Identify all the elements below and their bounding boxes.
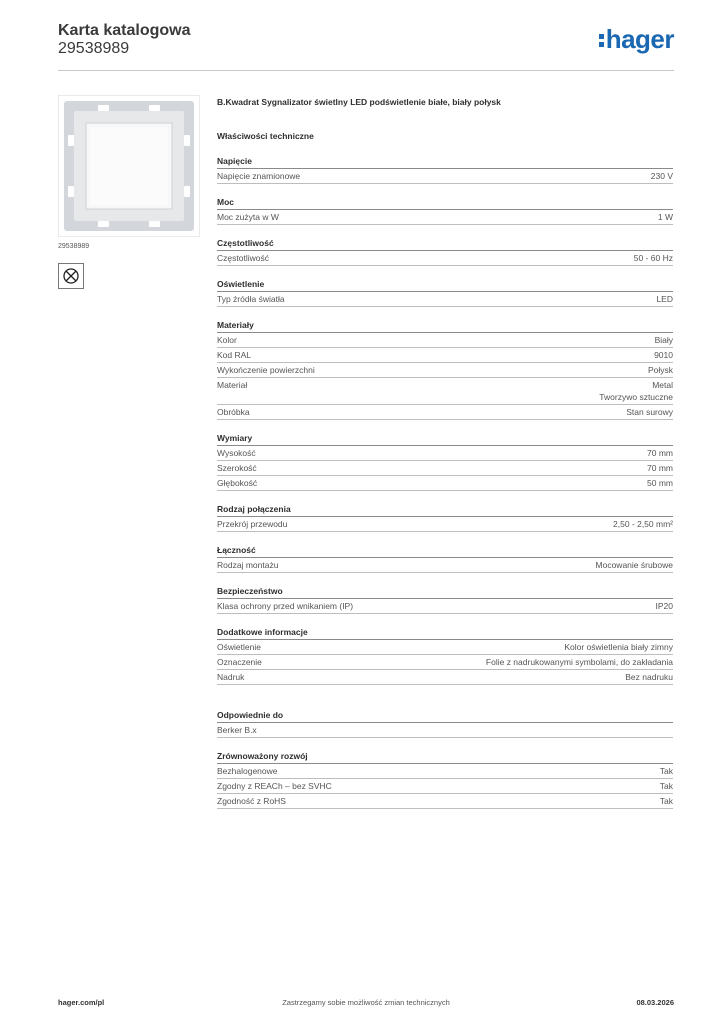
spec-value [596, 559, 673, 571]
spec-group [217, 196, 673, 225]
spec-value [656, 293, 673, 305]
spec-value-line: Tak [659, 781, 673, 791]
spec-row [217, 405, 673, 420]
page-footer [58, 998, 674, 1010]
spec-group-title: Moc [217, 196, 673, 210]
logo-dots-icon [599, 34, 604, 47]
spec-value-line: Bez nadruku [625, 672, 673, 682]
spec-group [217, 278, 673, 307]
spec-group [217, 155, 673, 184]
spec-value [564, 641, 673, 653]
spec-label: Wykończenie powierzchni [217, 365, 315, 375]
footer-note: Zastrzegamy sobie możliwość zmian technicznych [282, 998, 450, 1007]
spec-value [625, 671, 673, 683]
spec-label: Rodzaj montażu [217, 560, 279, 570]
spec-row [217, 333, 673, 348]
spec-row [217, 292, 673, 307]
spec-row [217, 640, 673, 655]
spec-group-title: Odpowiednie do [217, 709, 673, 723]
spec-group [217, 319, 673, 420]
spec-row [217, 363, 673, 378]
spec-value [656, 600, 674, 612]
page-header [58, 20, 674, 71]
spec-value [634, 252, 673, 264]
spec-value [660, 795, 673, 807]
spec-value-line: Stan surowy [626, 407, 673, 417]
logo-text: hager [605, 24, 674, 54]
spec-label: Zgodność z RoHS [217, 796, 286, 806]
spec-value-line: 50 - 60 Hz [633, 253, 673, 263]
spec-row [217, 517, 673, 532]
image-caption: 29538989 [58, 243, 90, 250]
spec-groups [217, 155, 673, 809]
spec-label: Nadruk [217, 672, 245, 682]
spec-label: Przekrój przewodu [217, 519, 288, 529]
spec-label: Częstotliwość [217, 253, 269, 263]
spec-row [217, 779, 673, 794]
spec-label: Zgodny z REACh – bez SVHC [217, 781, 332, 791]
spec-label: Obróbka [217, 407, 250, 417]
spec-value [660, 780, 673, 792]
spec-value-line: LED [656, 294, 673, 304]
spec-group [217, 626, 673, 685]
spec-label: Oświetlenie [217, 642, 261, 652]
spec-row [217, 794, 673, 809]
spec-group-title: Napięcie [217, 155, 673, 169]
spec-label: Moc zużyta w W [217, 212, 279, 222]
spec-value-line: 70 mm [647, 448, 673, 458]
spec-group [217, 432, 673, 491]
spec-value-line: Folie z nadrukowanymi symbolami, do zakładania [485, 657, 673, 667]
hager-logo [599, 26, 674, 52]
spec-value [599, 379, 673, 403]
spec-value-line: Biały [654, 335, 673, 345]
spec-row [217, 558, 673, 573]
spec-value-line: Tak [659, 796, 673, 806]
spec-value [647, 477, 673, 489]
spec-row [217, 169, 673, 184]
specification-content [217, 95, 673, 809]
spec-group [217, 585, 673, 614]
spec-value [647, 447, 673, 459]
spec-row [217, 723, 673, 738]
document-number: 29538989 [58, 40, 130, 57]
spec-row [217, 446, 673, 461]
spec-value-line: 1 W [657, 212, 673, 222]
spec-label: Berker B.x [217, 725, 257, 735]
spec-label: Wysokość [217, 448, 256, 458]
spec-row [217, 476, 673, 491]
spec-row [217, 655, 673, 670]
spec-value-line: 230 V [650, 171, 673, 181]
spec-value [648, 364, 673, 376]
spec-group-title: Łączność [217, 544, 673, 558]
spec-group [217, 750, 673, 809]
spec-value-line: 9010 [654, 350, 673, 360]
spec-label: Klasa ochrony przed wnikaniem (IP) [217, 601, 354, 611]
spec-row [217, 378, 673, 405]
spec-row [217, 599, 673, 614]
spec-value-line: Tworzywo sztuczne [599, 392, 673, 402]
spec-group-title: Bezpieczeństwo [217, 585, 673, 599]
spec-row [217, 461, 673, 476]
product-title: B.Kwadrat Sygnalizator świetlny LED podświetlenie białe, biały połysk [217, 97, 501, 107]
spec-group-title: Oświetlenie [217, 278, 673, 292]
spec-row [217, 210, 673, 225]
spec-value-line: IP20 [655, 601, 673, 611]
spec-value-line: Tak [659, 766, 673, 776]
section-title: Właściwości techniczne [217, 131, 314, 141]
spec-label: Bezhalogenowe [217, 766, 278, 776]
spec-group [217, 544, 673, 573]
spec-group-title: Zrównoważony rozwój [217, 750, 673, 764]
document-title: Karta katalogowa [58, 22, 191, 39]
spec-group [217, 503, 673, 532]
spec-value [660, 765, 673, 777]
product-image [58, 95, 200, 237]
spec-label: Kolor [217, 335, 237, 345]
spec-value [486, 656, 673, 668]
spec-group-title: Dodatkowe informacje [217, 626, 673, 640]
spec-label: Głębokość [217, 478, 258, 488]
spec-value-line: Kolor oświetlenia biały zimny [564, 642, 673, 652]
footer-url[interactable]: hager.com/pl [58, 998, 105, 1007]
spec-group-title: Wymiary [217, 432, 673, 446]
spec-value-line: Połysk [647, 365, 673, 375]
spec-value-line: Metal [652, 380, 673, 390]
spec-group [217, 237, 673, 266]
spec-label: Napięcie znamionowe [217, 171, 301, 181]
spec-row [217, 348, 673, 363]
spec-value [654, 349, 673, 361]
spec-value-line: 50 mm [647, 478, 673, 488]
spec-value [647, 462, 673, 474]
spec-label: Kod RAL [217, 350, 252, 360]
spec-value [655, 334, 673, 346]
spec-label: Oznaczenie [217, 657, 262, 667]
spec-group [217, 709, 673, 738]
spec-value [651, 170, 673, 182]
footer-date: 08.03.2026 [636, 998, 674, 1007]
spec-group-title: Materiały [217, 319, 673, 333]
spec-row [217, 251, 673, 266]
spec-label: Szerokość [217, 463, 257, 473]
spec-group-title: Rodzaj połączenia [217, 503, 673, 517]
spec-value [658, 211, 673, 223]
spec-value [613, 518, 673, 530]
spec-group-title: Częstotliwość [217, 237, 673, 251]
spec-row [217, 764, 673, 779]
spec-value-line: 2,50 - 2,50 mm² [613, 519, 673, 529]
spec-label: Typ źródła światła [217, 294, 285, 304]
spec-label: Materiał [217, 380, 248, 390]
spec-row [217, 670, 673, 685]
spec-value-line: Mocowanie śrubowe [595, 560, 673, 570]
spec-value [626, 406, 673, 418]
spec-value-line: 70 mm [647, 463, 673, 473]
signal-lamp-icon [58, 263, 84, 289]
